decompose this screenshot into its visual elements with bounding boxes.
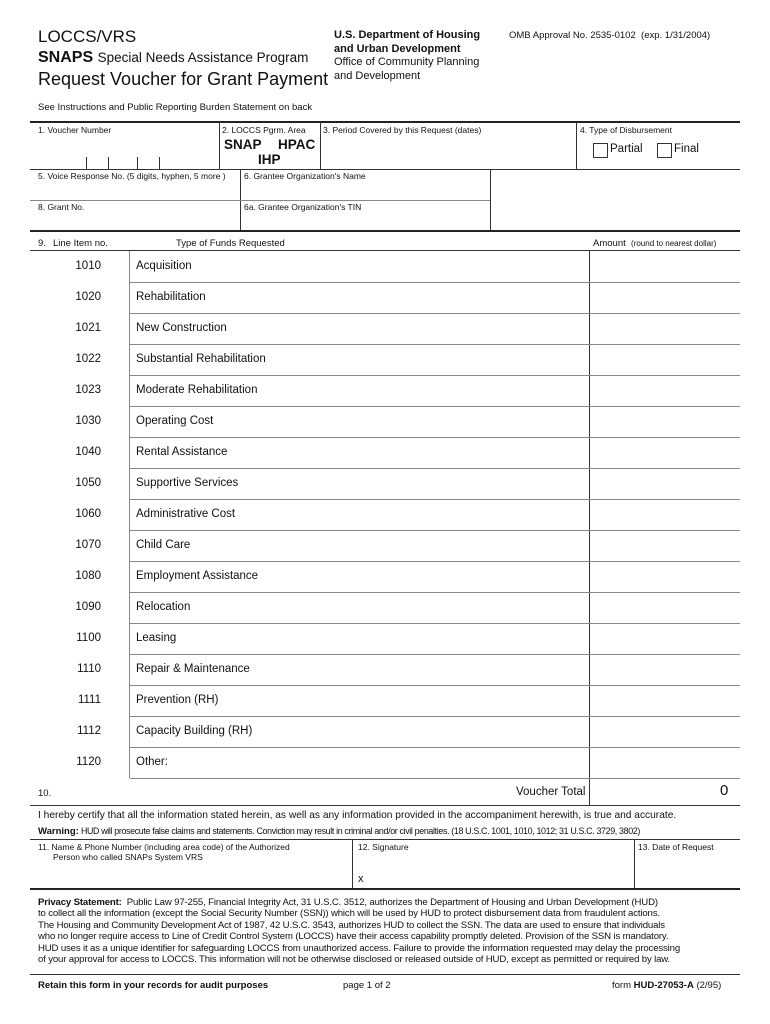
date-of-request-label: 13. Date of Request	[638, 842, 714, 852]
line-item-code: 1070	[75, 539, 101, 551]
certification-statement: I hereby certify that all the information stated herein, as well as any information provided in the accompaniment herewith, is true and accurate.	[38, 810, 677, 821]
divider	[219, 122, 220, 169]
omb-expiration: (exp. 1/31/2004)	[641, 30, 711, 41]
privacy-line-6: of your approval for access to LOCCS. This information will not be otherwise disclosed or released outside of HUD, except as permitted or required by law.	[38, 954, 671, 966]
privacy-line-5: HUD uses it as a unique identifier for safeguarding LOCCS from unauthorized access. Failure to provide the information requested may delay the processing	[38, 942, 681, 954]
omb-approval	[509, 30, 710, 41]
line-item-code: 1022	[75, 353, 101, 365]
line-item-amount-input[interactable]	[592, 345, 736, 374]
line-item-amount-input[interactable]	[592, 469, 736, 498]
retain-note: Retain this form in your records for audit purposes	[38, 980, 269, 991]
warning-statement	[38, 826, 640, 837]
form-subtitle-snaps	[38, 49, 308, 67]
line-item-name: Operating Cost	[136, 415, 214, 427]
signature-input[interactable]	[370, 854, 630, 884]
voucher-number-input[interactable]	[38, 136, 219, 169]
line-item-name: Capacity Building (RH)	[136, 725, 253, 737]
privacy-line-2: to collect all the information (except the Social Security Number (SSN)) which will be used by HUD to protect disbursement data from fraudulent actions.	[38, 908, 660, 920]
privacy-line-4: who no longer require access to Line of Credit Control System (LOCCS) have their access capability promptly deleted. Provision of the SSN is mandatory.	[38, 931, 669, 943]
line-item-code: 1110	[77, 663, 101, 675]
line-item-name: Rental Assistance	[136, 446, 228, 458]
line-item-code: 1010	[75, 260, 101, 272]
line-item-name: Child Care	[136, 539, 191, 551]
partial-label: Partial	[610, 143, 643, 155]
voucher-digit-tick	[86, 157, 87, 169]
form-title-loccs-vrs: LOCCS/VRS	[38, 27, 137, 46]
line-item-amount-input[interactable]	[592, 593, 736, 622]
name-phone-label-2: Person who called SNAPs System VRS	[53, 852, 203, 862]
line-item-code: 1111	[77, 694, 101, 706]
line-item-header: Line Item no.	[53, 238, 108, 249]
privacy-line-3: The Housing and Community Development Act of 1987, 42 U.S.C. 3543, authorizes HUD to collect the SSN. The data are used to ensure that individuals	[38, 919, 665, 931]
line-item-code: 1090	[75, 601, 101, 613]
loccs-program-area-label: 2. LOCCS Pgrm. Area	[222, 125, 306, 135]
period-covered-label: 3. Period Covered by this Request (dates)	[323, 125, 482, 135]
line-item-name: Rehabilitation	[136, 291, 206, 303]
line-item-amount-input[interactable]	[592, 624, 736, 653]
line-item-name: Supportive Services	[136, 477, 239, 489]
line-item-name: Administrative Cost	[136, 508, 236, 520]
line-item-amount-input[interactable]	[592, 500, 736, 529]
form-id: HUD-27053-A	[633, 980, 694, 991]
voucher-total-label: Voucher Total	[516, 786, 586, 798]
form-title-request-voucher: Request Voucher for Grant Payment	[38, 69, 329, 89]
line-item-amount-input[interactable]	[592, 438, 736, 467]
grant-number-input[interactable]	[38, 212, 238, 229]
rule	[30, 169, 740, 170]
instructions-note: See Instructions and Public Reporting Burden Statement on back	[38, 102, 313, 113]
grantee-name-input[interactable]	[244, 182, 488, 200]
divider	[352, 840, 353, 888]
program-ihp: IHP	[258, 152, 281, 167]
warning-label: Warning:	[38, 826, 79, 837]
department-line-4: and Development	[334, 69, 421, 82]
signature-label: 12. Signature	[358, 842, 409, 852]
line-item-name: Repair & Maintenance	[136, 663, 250, 675]
line-item-amount-input[interactable]	[592, 531, 736, 560]
voucher-number-label: 1. Voucher Number	[38, 125, 112, 135]
department-line-1: U.S. Department of Housing	[334, 29, 481, 41]
name-phone-input[interactable]	[38, 862, 346, 884]
section-10-number: 10.	[38, 788, 52, 799]
amount-header	[593, 238, 716, 249]
final-checkbox[interactable]	[657, 143, 672, 158]
voice-response-input[interactable]	[38, 182, 238, 200]
column-divider	[129, 251, 130, 778]
privacy-statement	[38, 897, 680, 965]
line-item-amount-input[interactable]	[592, 655, 736, 684]
grant-number-label: 8. Grant No.	[38, 202, 85, 212]
rule	[30, 888, 740, 890]
warning-text: HUD will prosecute false claims and statements. Conviction may result in criminal and/or civil penalties. (18 U.S.C. 1001, 1010, 1012; 31 U.S.C. 3729, 3802)	[80, 826, 640, 836]
line-item-amount-input[interactable]	[592, 717, 736, 746]
divider	[320, 122, 321, 169]
divider	[634, 840, 635, 888]
partial-checkbox[interactable]	[593, 143, 608, 158]
section-9-number: 9.	[38, 238, 46, 249]
divider	[490, 170, 491, 230]
page-number: page 1 of 2	[343, 980, 391, 991]
type-of-funds-header: Type of Funds Requested	[176, 238, 285, 249]
privacy-label: Privacy Statement:	[38, 897, 122, 908]
rule	[30, 250, 740, 251]
line-item-code: 1120	[76, 756, 101, 768]
grantee-tin-input[interactable]	[244, 212, 488, 229]
amount-header-note: (round to nearest dollar)	[631, 239, 717, 248]
rule-top	[30, 121, 740, 123]
signature-mark: x	[358, 873, 364, 885]
form-number	[612, 980, 721, 991]
line-item-code: 1020	[75, 291, 101, 303]
line-item-amount-input[interactable]	[592, 686, 736, 715]
line-item-name: Acquisition	[136, 260, 192, 272]
voice-response-label: 5. Voice Response No. (5 digits, hyphen, 5 more )	[38, 171, 226, 181]
line-item-code: 1060	[75, 508, 101, 520]
line-item-code: 1080	[75, 570, 101, 582]
amount-header-label: Amount	[593, 238, 626, 249]
line-item-code: 1050	[75, 477, 101, 489]
rule	[30, 200, 490, 201]
form-revision: (2/95)	[696, 980, 722, 991]
line-item-code: 1023	[75, 384, 101, 396]
snaps-acronym: SNAPS	[38, 49, 94, 66]
line-item-amount-input[interactable]	[592, 252, 736, 281]
final-label: Final	[674, 143, 699, 155]
form-prefix: form	[612, 980, 631, 991]
line-item-amount-input[interactable]	[592, 748, 736, 777]
row-rule	[130, 778, 740, 779]
date-of-request-input[interactable]	[638, 854, 736, 884]
line-item-amount-input[interactable]	[592, 376, 736, 405]
line-item-name: Relocation	[136, 601, 191, 613]
line-item-name: New Construction	[136, 322, 227, 334]
program-snap: SNAP	[224, 137, 262, 152]
department-block	[334, 29, 480, 83]
voucher-total-value: 0	[720, 782, 729, 799]
program-hpac: HPAC	[278, 137, 316, 152]
line-item-amount-input[interactable]	[592, 314, 736, 343]
line-item-code: 1040	[75, 446, 101, 458]
divider	[576, 122, 577, 169]
column-divider	[589, 251, 590, 805]
rule	[30, 974, 740, 975]
snaps-program-name: Special Needs Assistance Program	[97, 50, 309, 65]
line-item-amount-input[interactable]	[592, 562, 736, 591]
line-item-name: Substantial Rehabilitation	[136, 353, 266, 365]
line-item-amount-input[interactable]	[592, 283, 736, 312]
voucher-digit-tick	[137, 157, 138, 169]
line-item-name: Other:	[136, 756, 168, 768]
line-item-name: Employment Assistance	[136, 570, 259, 582]
grantee-name-label: 6. Grantee Organization's Name	[244, 171, 366, 181]
grantee-tin-label: 6a. Grantee Organization's TIN	[244, 202, 362, 212]
line-item-amount-input[interactable]	[592, 407, 736, 436]
voucher-digit-tick	[108, 157, 109, 169]
privacy-line-1: Privacy Statement: Public Law 97-255, Financial Integrity Act, 31 U.S.C. 3512, authorizes the Department of Housing and Urban Development (HUD)	[38, 897, 658, 908]
type-of-disbursement-label: 4. Type of Disbursement	[580, 125, 672, 135]
rule	[30, 230, 740, 232]
line-item-code: 1021	[75, 322, 101, 334]
line-item-code: 1112	[77, 725, 101, 737]
omb-number: OMB Approval No. 2535-0102	[509, 30, 636, 41]
name-phone-label-1: 11. Name & Phone Number (including area code) of the Authorized	[38, 842, 290, 852]
voucher-digit-tick	[159, 157, 160, 169]
line-item-code: 1100	[76, 632, 101, 644]
line-item-name: Leasing	[136, 632, 177, 644]
department-line-3: Office of Community Planning	[334, 56, 480, 68]
rule	[30, 805, 740, 806]
department-line-2: and Urban Development	[334, 42, 461, 55]
line-item-name: Prevention (RH)	[136, 694, 219, 706]
line-item-code: 1030	[75, 415, 101, 427]
period-covered-input[interactable]	[323, 136, 573, 169]
line-item-name: Moderate Rehabilitation	[136, 384, 258, 396]
